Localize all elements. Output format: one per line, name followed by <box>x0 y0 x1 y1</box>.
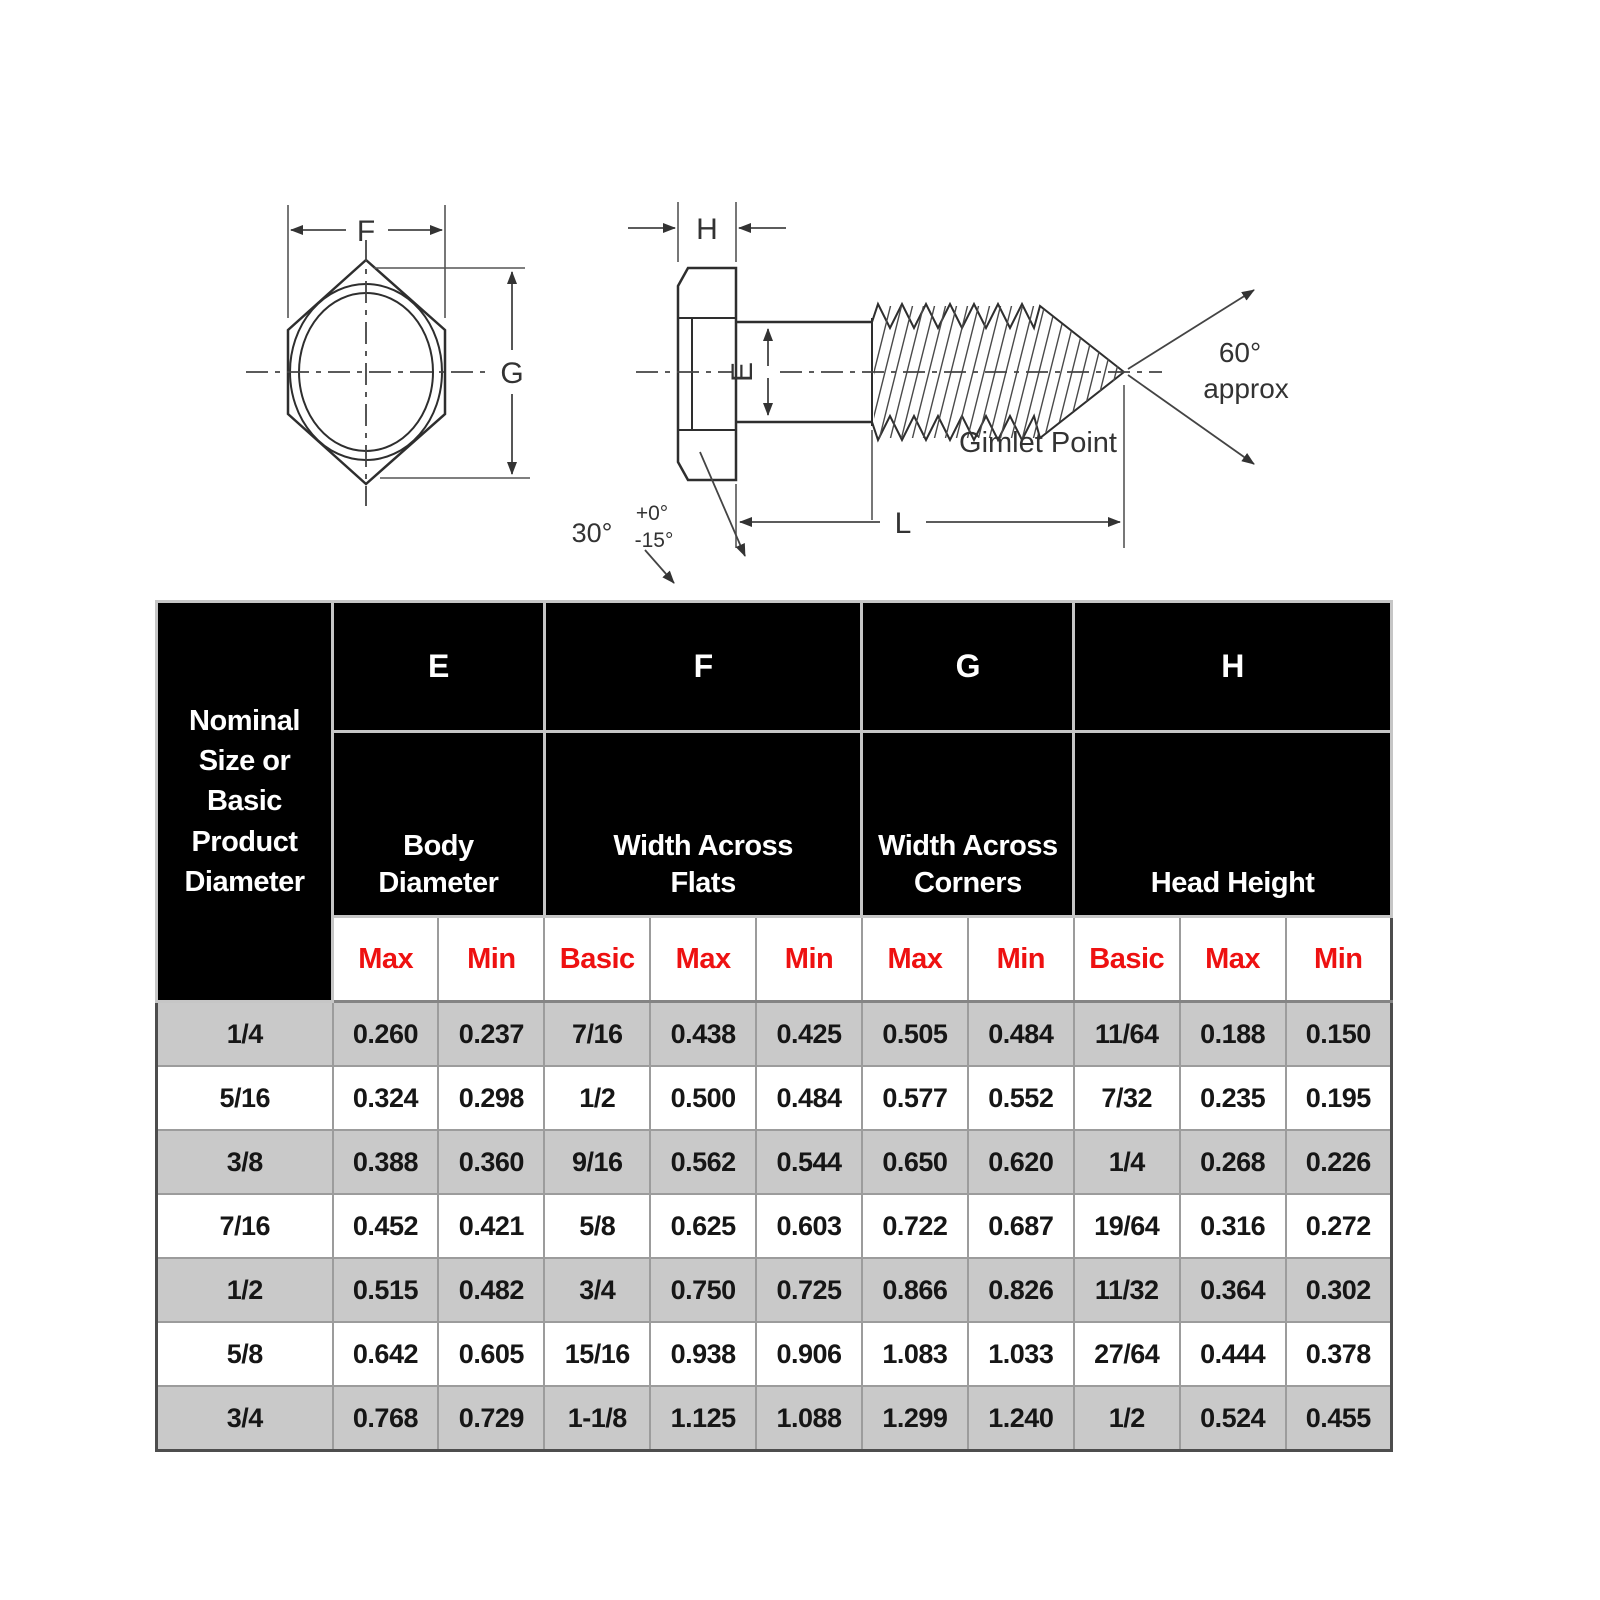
column-label: Min <box>968 917 1074 1002</box>
column-label: Min <box>756 917 862 1002</box>
value-cell: 0.452 <box>333 1194 439 1258</box>
value-cell: 0.438 <box>650 1002 756 1067</box>
nominal-size-cell: 1/4 <box>157 1002 333 1067</box>
corner-header <box>157 602 333 1002</box>
column-label: Max <box>650 917 756 1002</box>
value-cell: 0.625 <box>650 1194 756 1258</box>
gimlet-point-label: Gimlet Point <box>959 427 1117 459</box>
value-cell: 0.505 <box>862 1002 968 1067</box>
value-cell: 0.444 <box>1180 1322 1286 1386</box>
group-name-line: Width Across <box>613 829 793 862</box>
value-cell: 0.364 <box>1180 1258 1286 1322</box>
value-cell: 1.083 <box>862 1322 968 1386</box>
corner-line: Nominal <box>189 705 300 738</box>
value-cell: 1/4 <box>1074 1130 1180 1194</box>
value-cell: 0.750 <box>650 1258 756 1322</box>
value-cell: 1.299 <box>862 1386 968 1451</box>
group-name-line: Flats <box>670 867 736 900</box>
table-row <box>157 1386 1392 1451</box>
value-cell: 0.316 <box>1180 1194 1286 1258</box>
value-cell: 0.562 <box>650 1130 756 1194</box>
value-cell: 0.729 <box>438 1386 544 1451</box>
value-cell: 1.033 <box>968 1322 1074 1386</box>
column-label-row <box>157 917 1392 1002</box>
lag-screw-drawing-svg <box>200 170 1400 600</box>
column-label: Min <box>1286 917 1392 1002</box>
group-letter-h: H <box>1074 602 1392 732</box>
value-cell: 0.906 <box>756 1322 862 1386</box>
chamfer-angle-label: 30° <box>571 518 613 548</box>
value-cell: 0.188 <box>1180 1002 1286 1067</box>
value-cell: 1/2 <box>1074 1386 1180 1451</box>
table-row <box>157 1002 1392 1067</box>
value-cell: 0.938 <box>650 1322 756 1386</box>
value-cell: 0.302 <box>1286 1258 1392 1322</box>
group-letter-e: E <box>333 602 545 732</box>
value-cell: 0.235 <box>1180 1066 1286 1130</box>
column-label: Max <box>1180 917 1286 1002</box>
value-cell: 1-1/8 <box>544 1386 650 1451</box>
group-name-line: Corners <box>914 867 1022 900</box>
value-cell: 27/64 <box>1074 1322 1180 1386</box>
point-angle-label: 60° <box>1218 337 1262 368</box>
nominal-size-cell: 7/16 <box>157 1194 333 1258</box>
table-row <box>157 1194 1392 1258</box>
value-cell: 0.482 <box>438 1258 544 1322</box>
value-cell: 0.425 <box>756 1002 862 1067</box>
group-name-line: Body <box>403 829 474 862</box>
nominal-size-cell: 5/8 <box>157 1322 333 1386</box>
value-cell: 9/16 <box>544 1130 650 1194</box>
dim-label-e: E <box>726 361 759 383</box>
side-view <box>572 202 1289 583</box>
group-name-header-row <box>157 732 1392 917</box>
group-name-line: Head Height <box>1150 867 1315 900</box>
value-cell: 1.088 <box>756 1386 862 1451</box>
table-row <box>157 1130 1392 1194</box>
value-cell: 0.866 <box>862 1258 968 1322</box>
value-cell: 0.515 <box>333 1258 439 1322</box>
corner-line: Product <box>191 825 298 858</box>
group-letter-g: G <box>862 602 1074 732</box>
table-row <box>157 1258 1392 1322</box>
value-cell: 0.360 <box>438 1130 544 1194</box>
nominal-size-cell: 1/2 <box>157 1258 333 1322</box>
value-cell: 0.298 <box>438 1066 544 1130</box>
table-row <box>157 1066 1392 1130</box>
group-letter-f: F <box>544 602 862 732</box>
group-name-line: Width Across <box>878 829 1058 862</box>
letter-header-row <box>157 602 1392 732</box>
value-cell: 0.544 <box>756 1130 862 1194</box>
group-name-head-height <box>1074 732 1392 917</box>
value-cell: 0.687 <box>968 1194 1074 1258</box>
value-cell: 0.826 <box>968 1258 1074 1322</box>
group-name-body-diameter <box>333 732 545 917</box>
dim-label-f: F <box>356 215 376 248</box>
value-cell: 0.226 <box>1286 1130 1392 1194</box>
value-cell: 1.125 <box>650 1386 756 1451</box>
table-body <box>157 1002 1392 1451</box>
value-cell: 0.388 <box>333 1130 439 1194</box>
value-cell: 0.577 <box>862 1066 968 1130</box>
group-name-width-across-flats <box>544 732 862 917</box>
value-cell: 0.768 <box>333 1386 439 1451</box>
corner-line: Diameter <box>184 865 305 898</box>
value-cell: 0.725 <box>756 1258 862 1322</box>
value-cell: 11/32 <box>1074 1258 1180 1322</box>
value-cell: 0.603 <box>756 1194 862 1258</box>
column-label: Max <box>333 917 439 1002</box>
value-cell: 0.484 <box>756 1066 862 1130</box>
value-cell: 3/4 <box>544 1258 650 1322</box>
nominal-size-cell: 3/8 <box>157 1130 333 1194</box>
value-cell: 0.237 <box>438 1002 544 1067</box>
value-cell: 11/64 <box>1074 1002 1180 1067</box>
value-cell: 0.195 <box>1286 1066 1392 1130</box>
value-cell: 0.378 <box>1286 1322 1392 1386</box>
value-cell: 5/8 <box>544 1194 650 1258</box>
value-cell: 0.552 <box>968 1066 1074 1130</box>
group-name-line: Diameter <box>378 867 499 900</box>
lag-screw-dimension-table <box>155 600 1393 1452</box>
value-cell: 0.500 <box>650 1066 756 1130</box>
value-cell: 0.268 <box>1180 1130 1286 1194</box>
lag-screw-drawing <box>200 170 1400 600</box>
hex-front-view <box>246 205 530 506</box>
value-cell: 0.150 <box>1286 1002 1392 1067</box>
value-cell: 0.722 <box>862 1194 968 1258</box>
value-cell: 0.272 <box>1286 1194 1392 1258</box>
value-cell: 0.642 <box>333 1322 439 1386</box>
column-label: Max <box>862 917 968 1002</box>
value-cell: 0.650 <box>862 1130 968 1194</box>
dim-label-h: H <box>696 213 718 246</box>
spec-table-container <box>155 600 1393 1452</box>
group-name-width-across-corners <box>862 732 1074 917</box>
nominal-size-cell: 5/16 <box>157 1066 333 1130</box>
chamfer-tol-minus-label: -15° <box>634 529 674 552</box>
value-cell: 0.260 <box>333 1002 439 1067</box>
value-cell: 0.324 <box>333 1066 439 1130</box>
value-cell: 0.421 <box>438 1194 544 1258</box>
value-cell: 7/32 <box>1074 1066 1180 1130</box>
column-label: Basic <box>544 917 650 1002</box>
value-cell: 19/64 <box>1074 1194 1180 1258</box>
column-label: Min <box>438 917 544 1002</box>
nominal-size-cell: 3/4 <box>157 1386 333 1451</box>
value-cell: 0.524 <box>1180 1386 1286 1451</box>
chamfer-tol-plus-label: +0° <box>635 502 669 525</box>
value-cell: 0.484 <box>968 1002 1074 1067</box>
value-cell: 0.620 <box>968 1130 1074 1194</box>
column-label: Basic <box>1074 917 1180 1002</box>
value-cell: 1/2 <box>544 1066 650 1130</box>
value-cell: 15/16 <box>544 1322 650 1386</box>
value-cell: 0.605 <box>438 1322 544 1386</box>
point-angle-approx-label: approx <box>1203 373 1289 404</box>
value-cell: 7/16 <box>544 1002 650 1067</box>
value-cell: 0.455 <box>1286 1386 1392 1451</box>
table-row <box>157 1322 1392 1386</box>
dim-label-l: L <box>894 507 912 540</box>
corner-line: Size or <box>198 745 291 778</box>
corner-line: Basic <box>207 785 282 818</box>
value-cell: 1.240 <box>968 1386 1074 1451</box>
dim-label-g: G <box>500 357 524 390</box>
